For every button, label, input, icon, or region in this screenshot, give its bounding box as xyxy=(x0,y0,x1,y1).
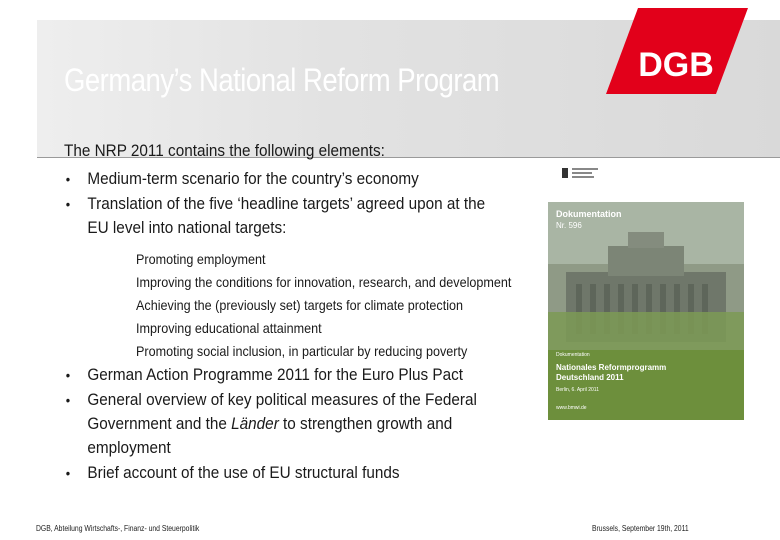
bullet-list-bottom xyxy=(64,363,564,486)
sub-item: Improving the conditions for innovation, research, and development xyxy=(136,274,512,290)
footer-department: DGB, Abteilung Wirtschafts-, Finanz- und Steuerpolitik xyxy=(36,524,200,533)
sub-item: Achieving the (previously set) targets for climate protection xyxy=(136,297,464,313)
sub-item: Promoting social inclusion, in particular by reducing poverty xyxy=(136,343,468,359)
dgb-logo xyxy=(606,8,748,94)
bullet-text-cont: EU level into national targets: xyxy=(87,218,287,237)
sub-item: Promoting employment xyxy=(136,251,266,267)
sub-item: Improving educational attainment xyxy=(136,320,322,336)
cover-title-1: Nationales Reformprogramm xyxy=(556,363,667,372)
bullet-text: Translation of the five ‘headline targets’ agreed upon at the xyxy=(87,194,486,213)
bullet-icon: • xyxy=(65,465,71,481)
bullet-text: General overview of key political measures of the Federal xyxy=(87,390,477,409)
cover-date: Berlin, 6. April 2011 xyxy=(556,387,599,393)
eagle-emblem-icon xyxy=(562,168,568,178)
cover-small-label: Dokumentation xyxy=(556,352,590,358)
cover-url: www.bmwi.de xyxy=(556,405,587,411)
bullet-icon: • xyxy=(65,171,71,187)
list-item xyxy=(64,192,514,240)
bullet-text-pre: Government and the xyxy=(87,414,232,433)
list-item xyxy=(64,363,514,387)
bullet-text-post: to strengthen growth and xyxy=(278,414,453,433)
list-item xyxy=(64,388,514,460)
report-cover-image xyxy=(548,162,744,420)
laender-term: Länder xyxy=(231,414,279,433)
slide-title: Germany’s National Reform Program xyxy=(64,62,500,98)
list-item xyxy=(64,167,514,191)
cover-doc-number: Nr. 596 xyxy=(556,221,582,230)
bullet-icon: • xyxy=(65,392,71,408)
bullet-text-cont xyxy=(87,412,514,436)
cover-doc-label: Dokumentation xyxy=(556,209,622,219)
list-item xyxy=(64,461,514,485)
footer-date: Brussels, September 19th, 2011 xyxy=(592,524,689,533)
cover-title-2: Deutschland 2011 xyxy=(556,373,624,382)
sub-item-list xyxy=(136,248,553,363)
bullet-text: German Action Programme 2011 for the Euro Plus Pact xyxy=(87,365,464,384)
bullet-icon: • xyxy=(65,367,71,383)
bullet-text: Medium-term scenario for the country’s economy xyxy=(87,169,419,188)
intro-text: The NRP 2011 contains the following elements: xyxy=(64,141,385,160)
bullet-text: Brief account of the use of EU structural funds xyxy=(87,463,400,482)
bullet-text-cont: employment xyxy=(87,438,171,457)
logo-text: DGB xyxy=(638,46,714,84)
bullet-list-top xyxy=(64,167,564,241)
bullet-icon: • xyxy=(65,196,71,212)
